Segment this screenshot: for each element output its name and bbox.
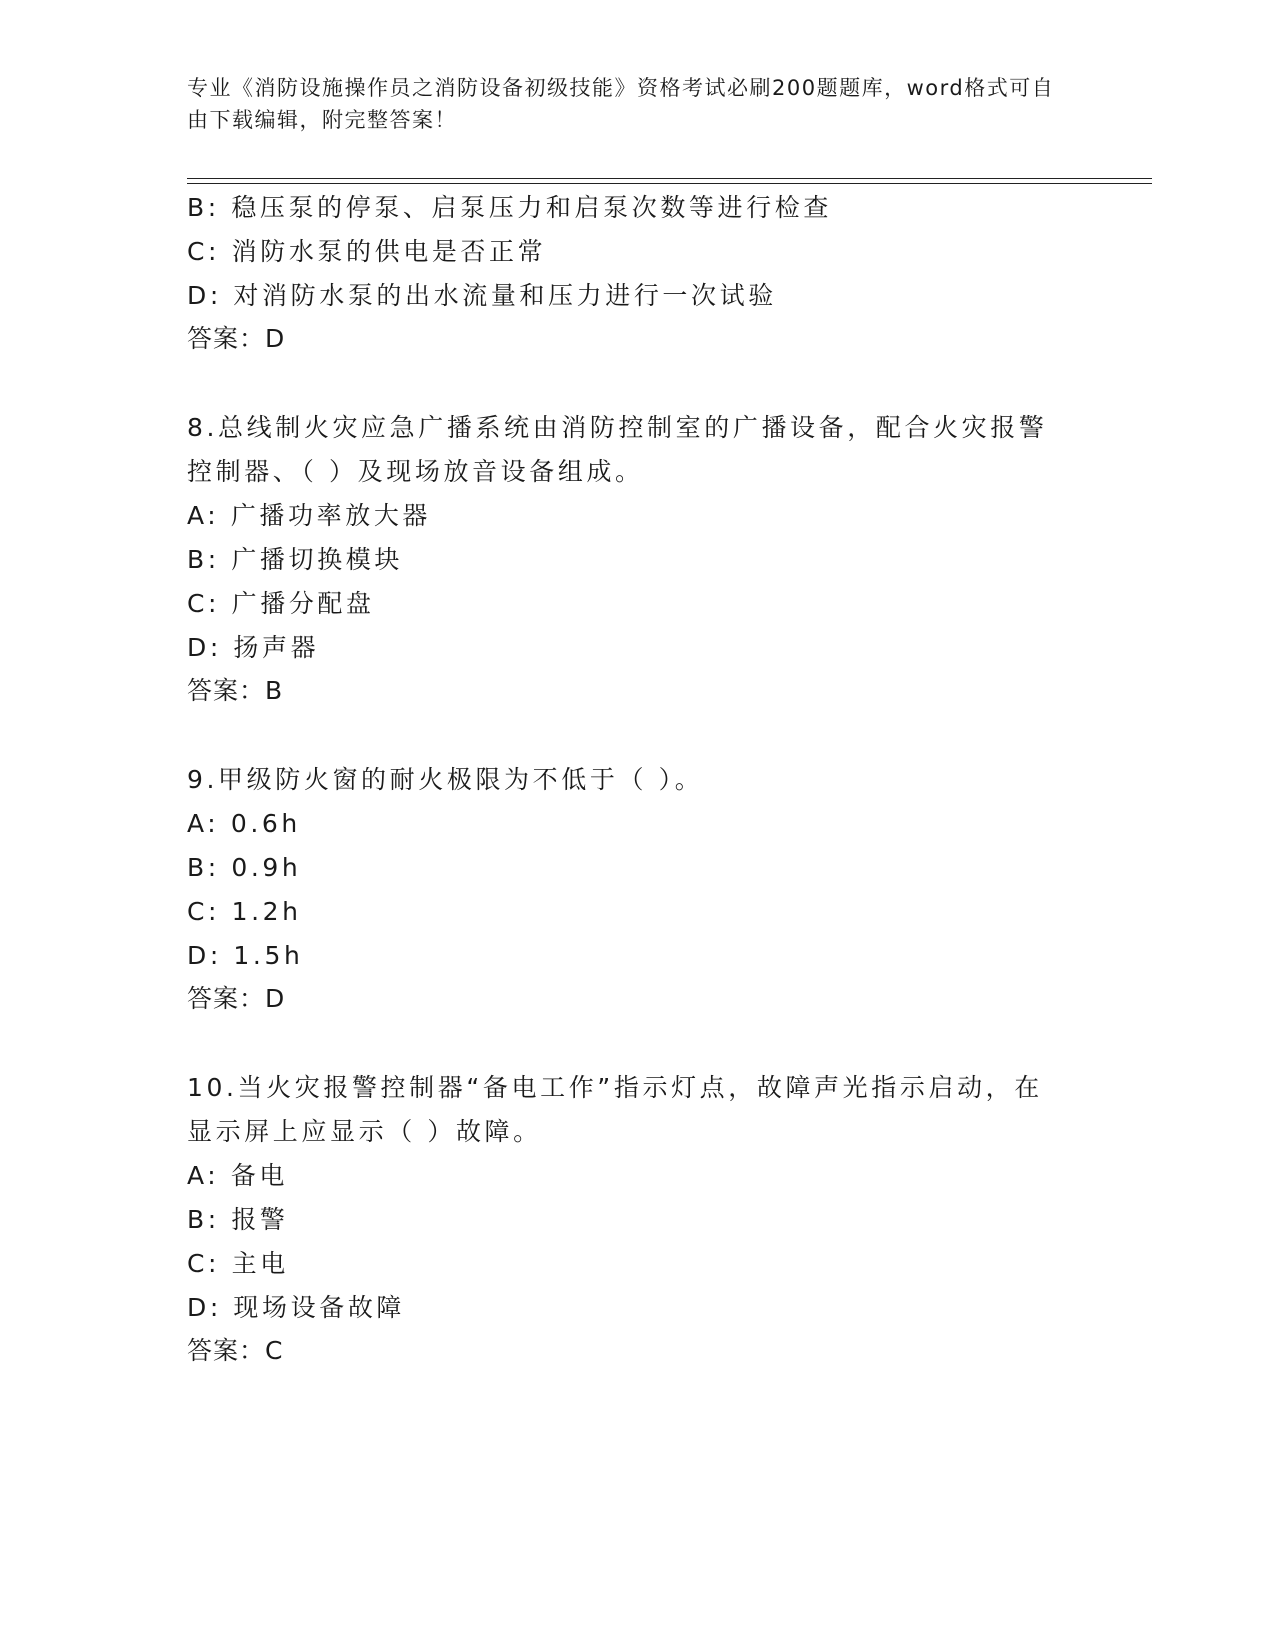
option-c: C: 广播分配盘 — [187, 589, 375, 618]
header-divider-bottom — [187, 183, 1152, 184]
option-d: D: 现场设备故障 — [187, 1293, 406, 1322]
document-header: 专业《消防设施操作员之消防设备初级技能》资格考试必刷200题题库，word格式可自由下载编辑，附完整答案！ — [187, 76, 1055, 132]
header-divider-top — [187, 178, 1152, 179]
option-b: B: 0.9h — [187, 853, 302, 882]
question-stem-line: 控制器、（ ）及现场放音设备组成。 — [187, 457, 644, 486]
option-c: C: 消防水泵的供电是否正常 — [187, 237, 547, 266]
question-stem-line: 8.总线制火灾应急广播系统由消防控制室的广播设备，配合火灾报警 — [187, 413, 1048, 442]
option-d: D: 扬声器 — [187, 633, 320, 662]
option-a: A: 广播功率放大器 — [187, 501, 432, 530]
answer: 答案：C — [187, 1336, 284, 1365]
option-b: B: 广播切换模块 — [187, 545, 403, 574]
answer: 答案：B — [187, 676, 284, 705]
question-stem-line: 显示屏上应显示（ ）故障。 — [187, 1117, 542, 1146]
option-b: B: 报警 — [187, 1205, 289, 1234]
question-stem-line: 9.甲级防火窗的耐火极限为不低于（ ）。 — [187, 765, 704, 794]
option-a: A: 0.6h — [187, 809, 301, 838]
option-d: D: 1.5h — [187, 941, 304, 970]
option-b: B: 稳压泵的停泵、启泵压力和启泵次数等进行检查 — [187, 193, 832, 222]
answer: 答案：D — [187, 984, 286, 1013]
option-c: C: 主电 — [187, 1249, 289, 1278]
option-d: D: 对消防水泵的出水流量和压力进行一次试验 — [187, 281, 777, 310]
answer: 答案：D — [187, 324, 286, 353]
option-a: A: 备电 — [187, 1161, 289, 1190]
question-stem-line: 10.当火灾报警控制器“备电工作”指示灯点，故障声光指示启动，在 — [187, 1073, 1043, 1102]
option-c: C: 1.2h — [187, 897, 302, 926]
